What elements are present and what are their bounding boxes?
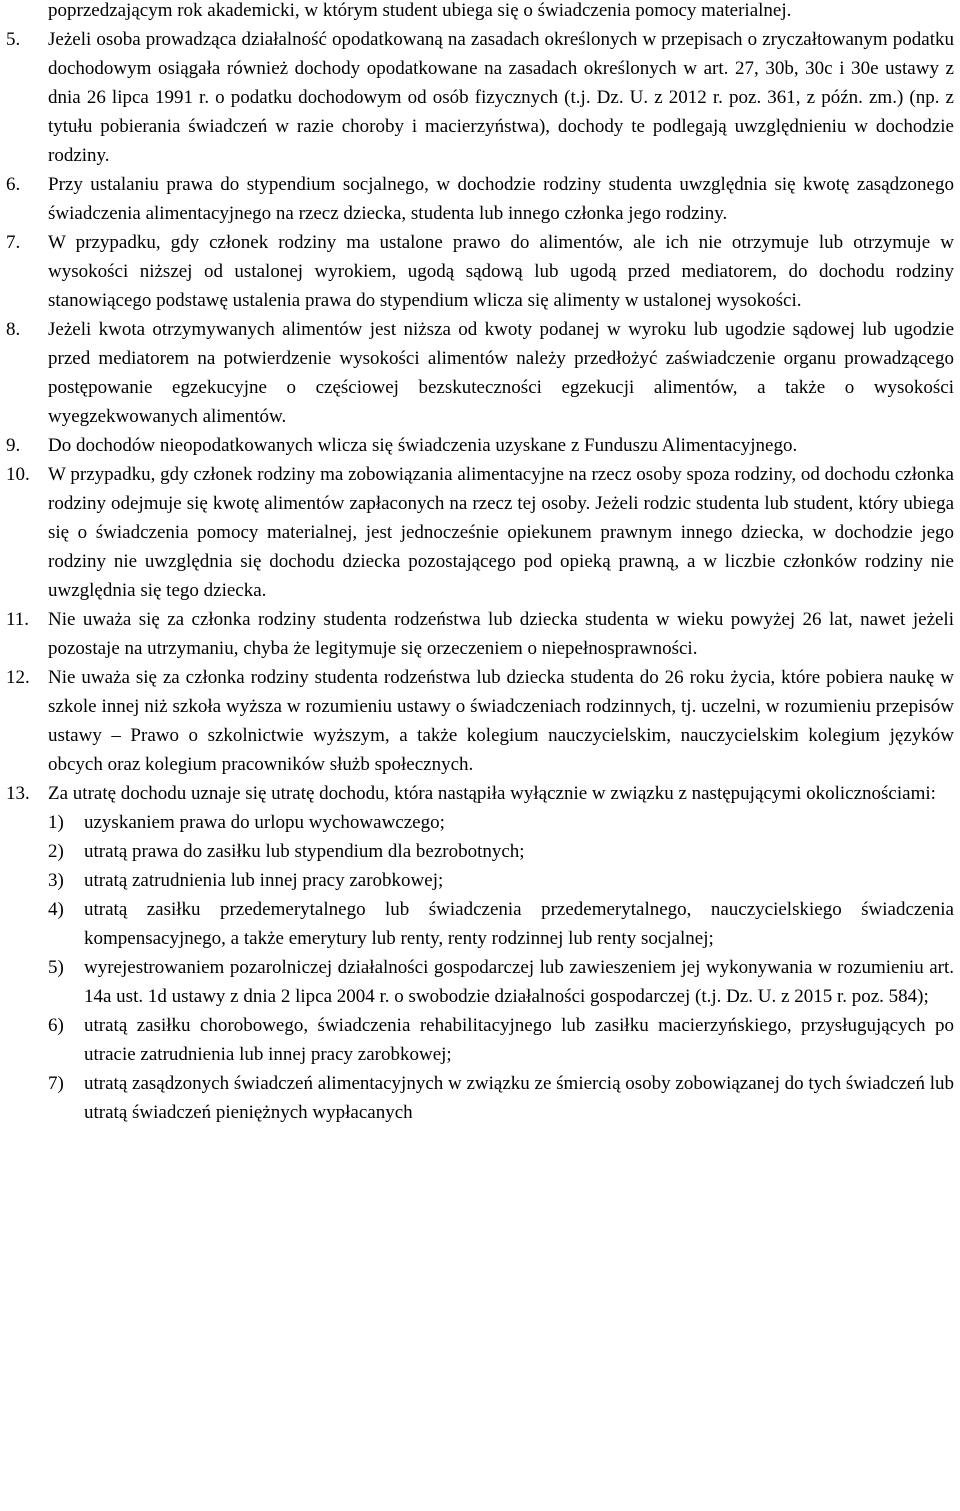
sub-item-text: utratą zasądzonych świadczeń alimentacyjnych w związku ze śmiercią osoby zobowiązanej do tych świadczeń lub utratą świadczeń pieniężnych wypłacanych — [84, 1073, 954, 1123]
sub-item-text: utratą prawa do zasiłku lub stypendium dla bezrobotnych; — [84, 841, 525, 862]
item-number: 10. — [6, 464, 30, 485]
item-text: Nie uważa się za członka rodziny studenta rodzeństwa lub dziecka studenta do 26 roku życia, które pobiera naukę w szkole innej niż szkoła wyższa w rozumieniu ustawy o świadczeniach rodzinnych, tj. uczelni, w rozumieniu przepisów ustawy – Prawo o szkolnictwie wyższym, a także kolegium nauczycielskim, nauczycielskim kolegium języków obcych oraz kolegium pracowników służb społecznych. — [48, 667, 954, 775]
list-item-5 — [6, 25, 954, 170]
sub-item-number: 5) — [48, 957, 64, 978]
list-item-9 — [6, 431, 954, 460]
list-item-8 — [6, 315, 954, 431]
item-number: 7. — [6, 232, 21, 253]
item-text: W przypadku, gdy członek rodziny ma ustalone prawo do alimentów, ale ich nie otrzymuje lub otrzymuje w wysokości niższej od ustalonej wyrokiem, ugodą sądową lub ugodą przed mediatorem, do dochodu rodziny stanowiącego podstawę ustalenia prawa do stypendium wlicza się alimenty w ustalonej wysokości. — [48, 232, 954, 311]
item-text: Za utratę dochodu uznaje się utratę dochodu, która nastąpiła wyłącznie w związku z następującymi okolicznościami: — [48, 783, 936, 804]
item-text: Jeżeli osoba prowadząca działalność opodatkowaną na zasadach określonych w przepisach o zryczałtowanym podatku dochodowym osiągała również dochody opodatkowane na zasadach określonych w art. 27, 30b, 30c i 30e ustawy z dnia 26 lipca 1991 r. o podatku dochodowym od osób fizycznych (t.j. Dz. U. z 2012 r. poz. 361, z późn. zm.) (np. z tytułu pobierania świadczeń w razie choroby i macierzyństwa), dochody te podlegają uwzględnieniu w dochodzie rodziny. — [48, 29, 954, 166]
lead-paragraph: poprzedzającym rok akademicki, w którym student ubiega się o świadczenia pomocy materialnej. — [48, 0, 792, 21]
list-item-13 — [6, 779, 954, 1127]
sub-item-number: 7) — [48, 1073, 64, 1094]
list-item-12 — [6, 663, 954, 779]
sub-item-text: utratą zasiłku chorobowego, świadczenia rehabilitacyjnego lub zasiłku macierzyńskiego, przysługujących po utracie zatrudnienia lub innej pracy zarobkowej; — [84, 1015, 954, 1065]
sub-item-number: 2) — [48, 841, 64, 862]
item-number: 8. — [6, 319, 21, 340]
sub-item-number: 4) — [48, 899, 64, 920]
sub-item-4 — [48, 895, 954, 953]
sub-item-text: uzyskaniem prawa do urlopu wychowawczego; — [84, 812, 445, 833]
sub-item-number: 3) — [48, 870, 64, 891]
sub-item-7 — [48, 1069, 954, 1127]
item-number: 11. — [6, 609, 30, 630]
sub-item-number: 6) — [48, 1015, 64, 1036]
sub-item-text: wyrejestrowaniem pozarolniczej działalności gospodarczej lub zawieszeniem jej wykonywania w rozumieniu art. 14a ust. 1d ustawy z dnia 2 lipca 2004 r. o swobodzie działalności gospodarczej (t.j. Dz. U. z 2015 r. poz. 584); — [84, 957, 954, 1007]
item-number: 12. — [6, 667, 30, 688]
sub-item-number: 1) — [48, 812, 64, 833]
item-text: W przypadku, gdy członek rodziny ma zobowiązania alimentacyjne na rzecz osoby spoza rodziny, od dochodu członka rodziny odejmuje się kwotę alimentów zapłaconych na rzecz tej osoby. Jeżeli rodzic studenta lub student, który ubiega się o świadczenia pomocy materialnej, jest jednocześnie opiekunem prawnym innego dziecka, w dochodzie jego rodziny nie uwzględnia się dochodu dziecka pozostającego pod opieką prawną, a w liczbie członków rodziny nie uwzględnia się tego dziecka. — [48, 464, 954, 601]
sub-item-text: utratą zasiłku przedemerytalnego lub świadczenia przedemerytalnego, nauczycielskiego świadczenia kompensacyjnego, a także emerytury lub renty, renty rodzinnej lub renty socjalnej; — [84, 899, 954, 949]
item-number: 9. — [6, 435, 21, 456]
item-number: 13. — [6, 783, 30, 804]
sub-item-1 — [48, 808, 954, 837]
item-text: Do dochodów nieopodatkowanych wlicza się świadczenia uzyskane z Funduszu Alimentacyjnego. — [48, 435, 798, 456]
item-text: Przy ustalaniu prawa do stypendium socjalnego, w dochodzie rodziny studenta uwzględnia się kwotę zasądzonego świadczenia alimentacyjnego na rzecz dziecka, studenta lub innego członka jego rodziny. — [48, 174, 954, 224]
item-text: Jeżeli kwota otrzymywanych alimentów jest niższa od kwoty podanej w wyroku lub ugodzie sądowej lub ugodzie przed mediatorem na potwierdzenie wysokości alimentów należy przedłożyć zaświadczenie organu prowadzącego postępowanie egzekucyjne o częściowej bezskuteczności egzekucji alimentów, a także o wysokości wyegzekwowanych alimentów. — [48, 319, 954, 427]
sub-item-5 — [48, 953, 954, 1011]
item-body — [48, 779, 954, 1127]
sub-item-6 — [48, 1011, 954, 1069]
list-item-6 — [6, 170, 954, 228]
list-item-11 — [6, 605, 954, 663]
list-item-7 — [6, 228, 954, 315]
list-item-10 — [6, 460, 954, 605]
sub-item-text: utratą zatrudnienia lub innej pracy zarobkowej; — [84, 870, 444, 891]
sub-item-2 — [48, 837, 954, 866]
item-number: 6. — [6, 174, 21, 195]
item-number: 5. — [6, 29, 21, 50]
sub-list — [48, 808, 954, 1127]
sub-item-3 — [48, 866, 954, 895]
item-text: Nie uważa się za członka rodziny studenta rodzeństwa lub dziecka studenta w wieku powyżej 26 lat, nawet jeżeli pozostaje na utrzymaniu, chyba że legitymuje się orzeczeniem o niepełnosprawności. — [48, 609, 954, 659]
